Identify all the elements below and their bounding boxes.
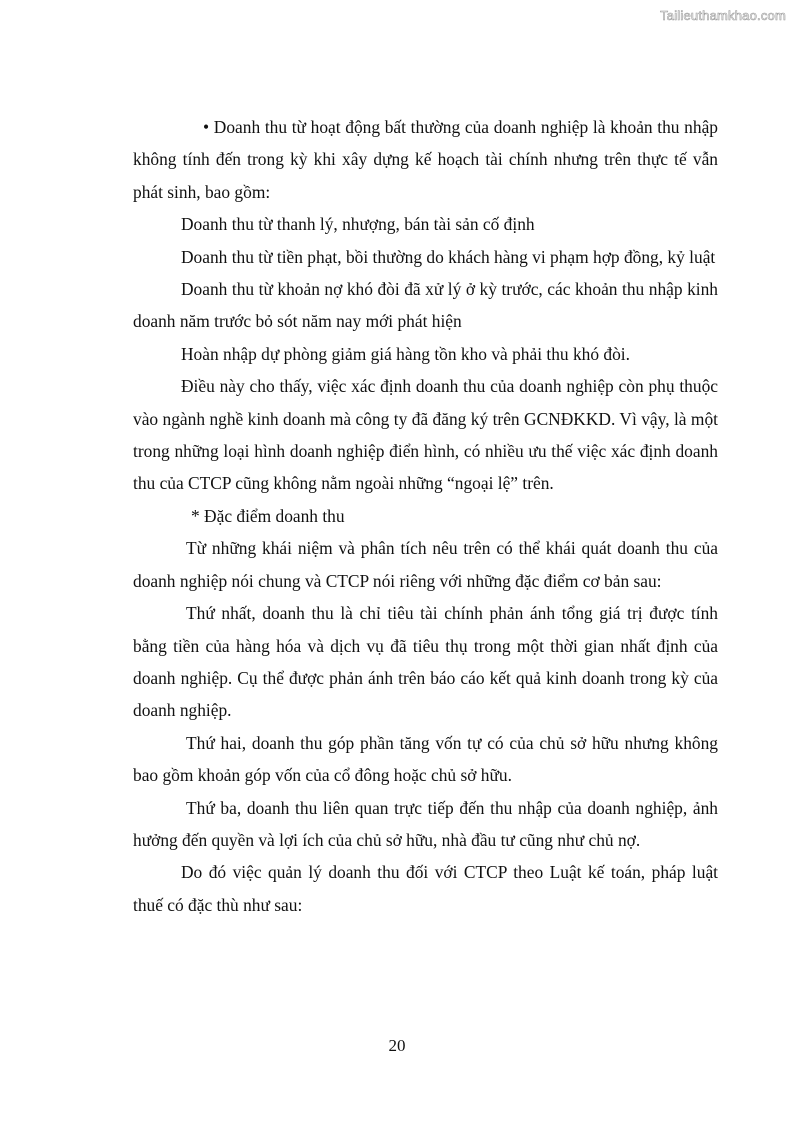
paragraph-text: Doanh thu từ hoạt động bất thường của doanh nghiệp là khoản thu nhập không tính đến trong kỳ khi xây dựng kế hoạch tài chính nhưng trên thực tế vẫn phát sinh, bao gồm: (133, 117, 718, 202)
paragraph-characteristics-intro: Từ những khái niệm và phân tích nêu trên có thể khái quát doanh thu của doanh nghiệp nói chung và CTCP nói riêng với những đặc điểm cơ bản sau: (133, 538, 718, 591)
page-number: 20 (388, 1036, 406, 1055)
paragraph-revenue-bad-debt: Doanh thu từ khoản nợ khó đòi đã xử lý ở kỳ trước, các khoản thu nhập kinh doanh năm trước bỏ sót năm nay mới phát hiện (133, 279, 718, 332)
paragraph-third: Thứ ba, doanh thu liên quan trực tiếp đến thu nhập của doanh nghiệp, ảnh hưởng đến quyền và lợi ích của chủ sở hữu, nhà đầu tư cũng như chủ nợ. (133, 797, 718, 850)
paragraph-revenue-liquidation: Doanh thu từ thanh lý, nhượng, bán tài sản cố định (181, 214, 535, 235)
paragraph-second: Thứ hai, doanh thu góp phần tăng vốn tự có của chủ sở hữu nhưng không bao gồm khoản góp vốn của cổ đông hoặc chủ sở hữu. (133, 732, 718, 786)
watermark-text: Tailieuthamkhao.com (660, 8, 786, 23)
paragraph-observation: Điều này cho thấy, việc xác định doanh thu của doanh nghiệp còn phụ thuộc vào ngành nghề kinh doanh mà công ty đã đăng ký trên GCNĐKKD. Vì vậy, là một trong những loại hình doanh nghiệp điển hình, có nhiều ưu thế việc xác định doanh thu của CTCP cũng không nằm ngoài những “ngoại lệ” trên. (133, 376, 718, 494)
document-body (133, 111, 718, 921)
paragraph-conclusion: Do đó việc quản lý doanh thu đối với CTCP theo Luật kế toán, pháp luật thuế có đặc thù như sau: (133, 862, 718, 915)
bullet-icon: • (203, 117, 210, 137)
paragraph-provision-reversal: Hoàn nhập dự phòng giảm giá hàng tồn kho và phải thu khó đòi. (181, 343, 630, 364)
paragraph-first: Thứ nhất, doanh thu là chỉ tiêu tài chính phản ánh tổng giá trị được tính bằng tiền của hàng hóa và dịch vụ đã tiêu thụ trong một thời gian nhất định của doanh nghiệp. Cụ thể được phản ánh trên báo cáo kết quả kinh doanh trong kỳ của doanh nghiệp. (133, 603, 718, 721)
paragraph-revenue-penalty: Doanh thu từ tiền phạt, bồi thường do khách hàng vi phạm hợp đồng, kỷ luật (181, 246, 716, 267)
bullet-paragraph (133, 111, 718, 208)
section-heading: * Đặc điểm doanh thu (191, 505, 345, 526)
